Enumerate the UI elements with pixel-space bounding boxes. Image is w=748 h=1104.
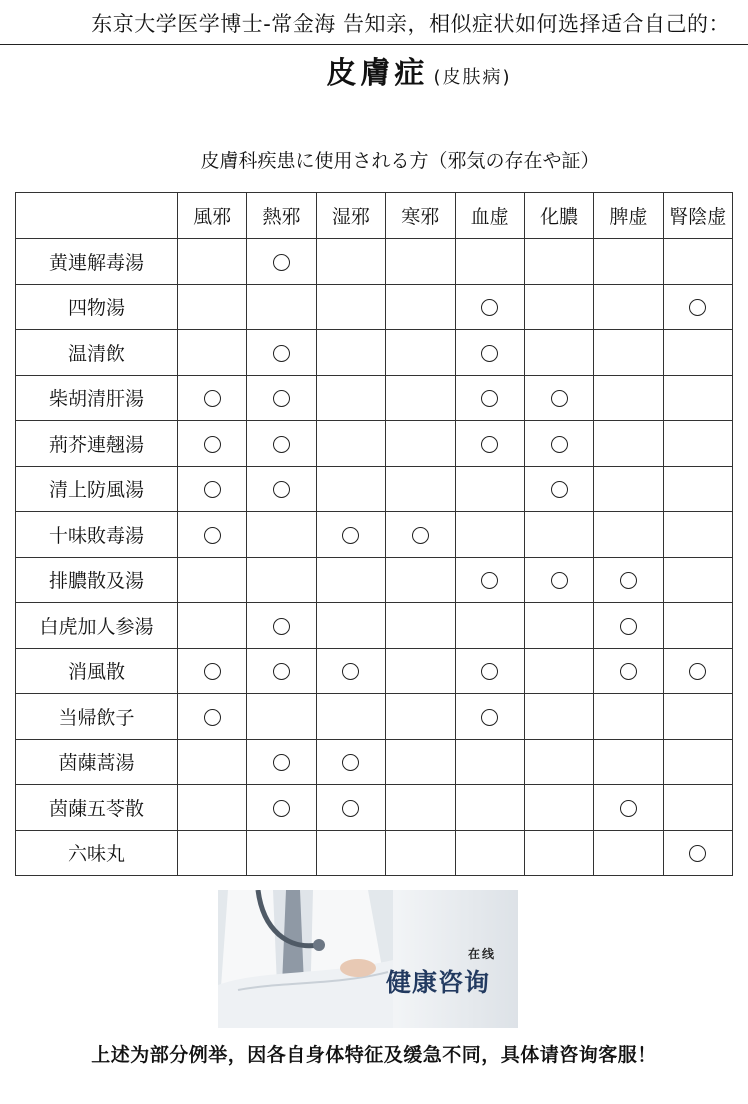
table-cell (247, 330, 316, 376)
table-cell (316, 375, 385, 421)
table-cell (663, 375, 732, 421)
table-cell (663, 421, 732, 467)
table-cell (594, 330, 663, 376)
circle-mark-icon (551, 436, 568, 453)
table-cell (247, 421, 316, 467)
table-cell (386, 512, 455, 558)
table-cell (524, 648, 593, 694)
table-cell (524, 375, 593, 421)
table-cell (386, 557, 455, 603)
table-cell (455, 603, 524, 649)
table-cell (524, 830, 593, 876)
table-cell (594, 375, 663, 421)
formula-name: 茵蔯蒿湯 (16, 739, 178, 785)
column-header: 化膿 (524, 193, 593, 239)
circle-mark-icon (481, 709, 498, 726)
table-cell (316, 785, 385, 831)
formula-name: 当帰飲子 (16, 694, 178, 740)
table-body (16, 239, 733, 876)
circle-mark-icon (273, 754, 290, 771)
circle-mark-icon (620, 663, 637, 680)
table-cell (247, 557, 316, 603)
title-main: 皮膚症 (326, 56, 429, 91)
circle-mark-icon (273, 390, 290, 407)
table-cell (316, 421, 385, 467)
table-cell (663, 648, 732, 694)
table-cell (455, 557, 524, 603)
table-cell (247, 512, 316, 558)
circle-mark-icon (204, 436, 221, 453)
table-cell (594, 466, 663, 512)
column-header: 熱邪 (247, 193, 316, 239)
header-bar (0, 0, 748, 45)
table-cell (455, 375, 524, 421)
table-cell (594, 557, 663, 603)
formula-name: 温清飲 (16, 330, 178, 376)
formula-name: 柴胡清肝湯 (16, 375, 178, 421)
formula-name: 排膿散及湯 (16, 557, 178, 603)
banner-small-text: 在线 (468, 947, 497, 961)
table-cell (455, 239, 524, 285)
table-cell (594, 648, 663, 694)
table-cell (316, 330, 385, 376)
table-cell (455, 694, 524, 740)
circle-mark-icon (204, 481, 221, 498)
table-cell (247, 694, 316, 740)
circle-mark-icon (273, 436, 290, 453)
circle-mark-icon (204, 527, 221, 544)
table-cell (524, 512, 593, 558)
table-cell (386, 375, 455, 421)
table-cell (524, 603, 593, 649)
circle-mark-icon (481, 299, 498, 316)
table-cell (178, 648, 247, 694)
column-header: 風邪 (178, 193, 247, 239)
table-cell (247, 603, 316, 649)
circle-mark-icon (204, 663, 221, 680)
title-sub: (皮肤病) (433, 67, 512, 88)
circle-mark-icon (481, 390, 498, 407)
formula-name: 荊芥連翹湯 (16, 421, 178, 467)
table-cell (178, 375, 247, 421)
table-cell (316, 603, 385, 649)
circle-mark-icon (342, 527, 359, 544)
table-cell (663, 330, 732, 376)
table-row (16, 466, 733, 512)
table-cell (524, 466, 593, 512)
table-row (16, 239, 733, 285)
table-cell (247, 830, 316, 876)
table-cell (524, 694, 593, 740)
table-row (16, 694, 733, 740)
circle-mark-icon (481, 436, 498, 453)
table-cell (386, 648, 455, 694)
table-cell (386, 239, 455, 285)
table-cell (594, 512, 663, 558)
table-cell (247, 375, 316, 421)
table-cell (663, 739, 732, 785)
column-header: 脾虚 (594, 193, 663, 239)
table-cell (178, 603, 247, 649)
circle-mark-icon (273, 800, 290, 817)
table-cell (247, 648, 316, 694)
circle-mark-icon (620, 572, 637, 589)
circle-mark-icon (551, 481, 568, 498)
table-cell (594, 284, 663, 330)
table-cell (455, 830, 524, 876)
circle-mark-icon (273, 481, 290, 498)
table-cell (524, 739, 593, 785)
table-cell (663, 284, 732, 330)
table-cell (386, 830, 455, 876)
circle-mark-icon (689, 299, 706, 316)
table-cell (316, 739, 385, 785)
formula-name: 白虎加人参湯 (16, 603, 178, 649)
formula-name: 黄連解毒湯 (16, 239, 178, 285)
circle-mark-icon (342, 663, 359, 680)
circle-mark-icon (342, 800, 359, 817)
table-cell (455, 284, 524, 330)
table-cell (316, 239, 385, 285)
table-row (16, 421, 733, 467)
circle-mark-icon (342, 754, 359, 771)
table-cell (663, 694, 732, 740)
circle-mark-icon (204, 709, 221, 726)
table-cell (178, 239, 247, 285)
table-cell (386, 785, 455, 831)
table-cell (663, 557, 732, 603)
table-cell (247, 785, 316, 831)
table-cell (178, 694, 247, 740)
formula-name: 十味敗毒湯 (16, 512, 178, 558)
table-cell (178, 512, 247, 558)
table-row (16, 512, 733, 558)
table-cell (663, 512, 732, 558)
table-cell (594, 830, 663, 876)
table-row (16, 284, 733, 330)
table-cell (524, 284, 593, 330)
table-cell (386, 284, 455, 330)
table-cell (455, 512, 524, 558)
table-cell (663, 239, 732, 285)
table-cell (247, 739, 316, 785)
table-cell (386, 466, 455, 512)
table-cell (178, 284, 247, 330)
table-cell (316, 512, 385, 558)
circle-mark-icon (689, 663, 706, 680)
formula-name: 茵蔯五苓散 (16, 785, 178, 831)
table-cell (178, 785, 247, 831)
circle-mark-icon (481, 572, 498, 589)
footer-note: 上述为部分例举，因各自身体特征及缓急不同，具体请咨询客服！ (91, 1044, 657, 1066)
circle-mark-icon (620, 618, 637, 635)
table-row (16, 830, 733, 876)
table-cell (594, 785, 663, 831)
table-cell (455, 785, 524, 831)
table-cell (524, 785, 593, 831)
table-cell (455, 466, 524, 512)
table-cell (316, 284, 385, 330)
table-cell (594, 603, 663, 649)
circle-mark-icon (412, 527, 429, 544)
table-cell (316, 694, 385, 740)
circle-mark-icon (689, 845, 706, 862)
table-cell (316, 557, 385, 603)
table-cell (524, 239, 593, 285)
table-cell (455, 421, 524, 467)
column-header: 寒邪 (386, 193, 455, 239)
circle-mark-icon (204, 390, 221, 407)
table-cell (455, 648, 524, 694)
table-row (16, 557, 733, 603)
table-row (16, 785, 733, 831)
table-cell (247, 239, 316, 285)
formula-name: 四物湯 (16, 284, 178, 330)
circle-mark-icon (481, 663, 498, 680)
table-cell (316, 648, 385, 694)
table-cell (663, 830, 732, 876)
table-cell (386, 330, 455, 376)
table-cell (663, 603, 732, 649)
doctor-image (218, 890, 393, 1028)
table-title: 皮膚科疾患に使用される方（邪気の存在や証） (200, 150, 600, 172)
table-row (16, 739, 733, 785)
formula-name: 六味丸 (16, 830, 178, 876)
column-header: 腎陰虚 (663, 193, 732, 239)
circle-mark-icon (273, 254, 290, 271)
banner-big-text: 健康咨询 (386, 968, 491, 997)
table-cell (316, 466, 385, 512)
table-cell (178, 330, 247, 376)
table-cell (594, 694, 663, 740)
table-cell (594, 739, 663, 785)
table-cell (247, 284, 316, 330)
herb-table (15, 192, 733, 876)
header-text: 东京大学医学博士-常金海 告知亲，相似症状如何选择适合自己的： (91, 12, 730, 36)
consult-banner[interactable] (218, 890, 518, 1028)
circle-mark-icon (620, 800, 637, 817)
table-cell (455, 330, 524, 376)
table-cell (178, 830, 247, 876)
table-cell (386, 603, 455, 649)
table-cell (455, 739, 524, 785)
table-header-row (16, 193, 733, 239)
circle-mark-icon (551, 572, 568, 589)
column-header: 湿邪 (316, 193, 385, 239)
table-cell (178, 739, 247, 785)
table-cell (386, 694, 455, 740)
table-row (16, 330, 733, 376)
table-cell (663, 466, 732, 512)
corner-cell (16, 193, 178, 239)
column-header: 血虚 (455, 193, 524, 239)
table-cell (386, 421, 455, 467)
circle-mark-icon (481, 345, 498, 362)
table-cell (594, 239, 663, 285)
table-cell (663, 785, 732, 831)
table-cell (594, 421, 663, 467)
table-cell (524, 421, 593, 467)
circle-mark-icon (273, 618, 290, 635)
table-cell (178, 466, 247, 512)
table-cell (316, 830, 385, 876)
table-cell (247, 466, 316, 512)
table-row (16, 648, 733, 694)
formula-name: 清上防風湯 (16, 466, 178, 512)
table-cell (386, 739, 455, 785)
table-cell (524, 557, 593, 603)
table-cell (178, 421, 247, 467)
circle-mark-icon (273, 663, 290, 680)
page-title (0, 48, 748, 92)
circle-mark-icon (273, 345, 290, 362)
table-cell (524, 330, 593, 376)
formula-name: 消風散 (16, 648, 178, 694)
table-row (16, 603, 733, 649)
table-cell (178, 557, 247, 603)
table-row (16, 375, 733, 421)
circle-mark-icon (551, 390, 568, 407)
